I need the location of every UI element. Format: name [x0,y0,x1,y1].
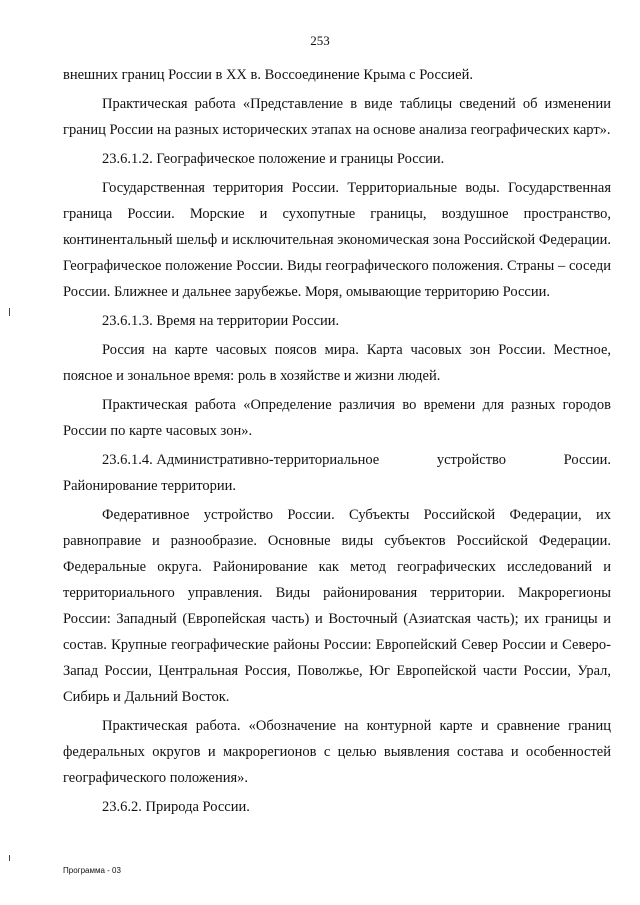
page-number: 253 [310,33,330,48]
section-heading-part: России. [563,452,611,468]
paragraph: Практическая работа «Представление в виде таблицы сведений об изменении границ России на разных исторических этапах на основе анализа географических карт». [63,96,611,138]
section-heading: 23.6.1.2. Географическое положение и границы России. [102,151,445,167]
section-heading-continuation: Районирование территории. [63,478,237,494]
paragraph: Государственная территория России. Территориальные воды. Государственная граница России. Морские и сухопутные границы, воздушное пространство, континентальный шельф и исключительная экономическая зона Российской Федерации. Географическое положение России. Виды географического положения. Страны – соседи России. Ближнее и дальнее зарубежье. Моря, омывающие территорию России. [63,180,611,300]
paragraph: Практическая работа. «Обозначение на контурной карте и сравнение границ федеральных округов и макрорегионов с целью выявления состава и особенностей географического положения». [63,718,611,786]
paragraph: Россия на карте часовых поясов мира. Карта часовых зон России. Местное, поясное и зональное время: роль в хозяйстве и жизни людей. [63,342,611,384]
page-body [63,62,611,820]
paragraph: Федеративное устройство России. Субъекты Российской Федерации, их равноправие и разнообразие. Основные виды субъектов Российской Федерации. Федеральные округа. Районирование как метод географических исследований и территориального управления. Виды районирования территории. Макрорегионы России: Западный (Европейская часть) и Восточный (Азиатская часть); их границы и состав. Крупные географические районы России: Европейский Север России и Северо-Запад России, Центральная Россия, Поволжье, Юг Европейской части России, Урал, Сибирь и Дальний Восток. [63,507,611,705]
section-heading: 23.6.2. Природа России. [102,799,250,815]
section-heading [63,447,611,473]
paragraph: Практическая работа «Определение различия во времени для разных городов России по карте часовых зон». [63,397,611,439]
scan-artifact [9,308,10,316]
footer-label: Программа - 03 [63,866,121,875]
section-heading: 23.6.1.3. Время на территории России. [102,313,340,329]
scan-artifact [9,855,10,861]
paragraph: внешних границ России в XX в. Воссоединение Крыма с Россией. [63,67,473,83]
section-heading-part: 23.6.1.4. Административно-территориальное [102,452,380,468]
section-heading-part: устройство [436,452,507,468]
